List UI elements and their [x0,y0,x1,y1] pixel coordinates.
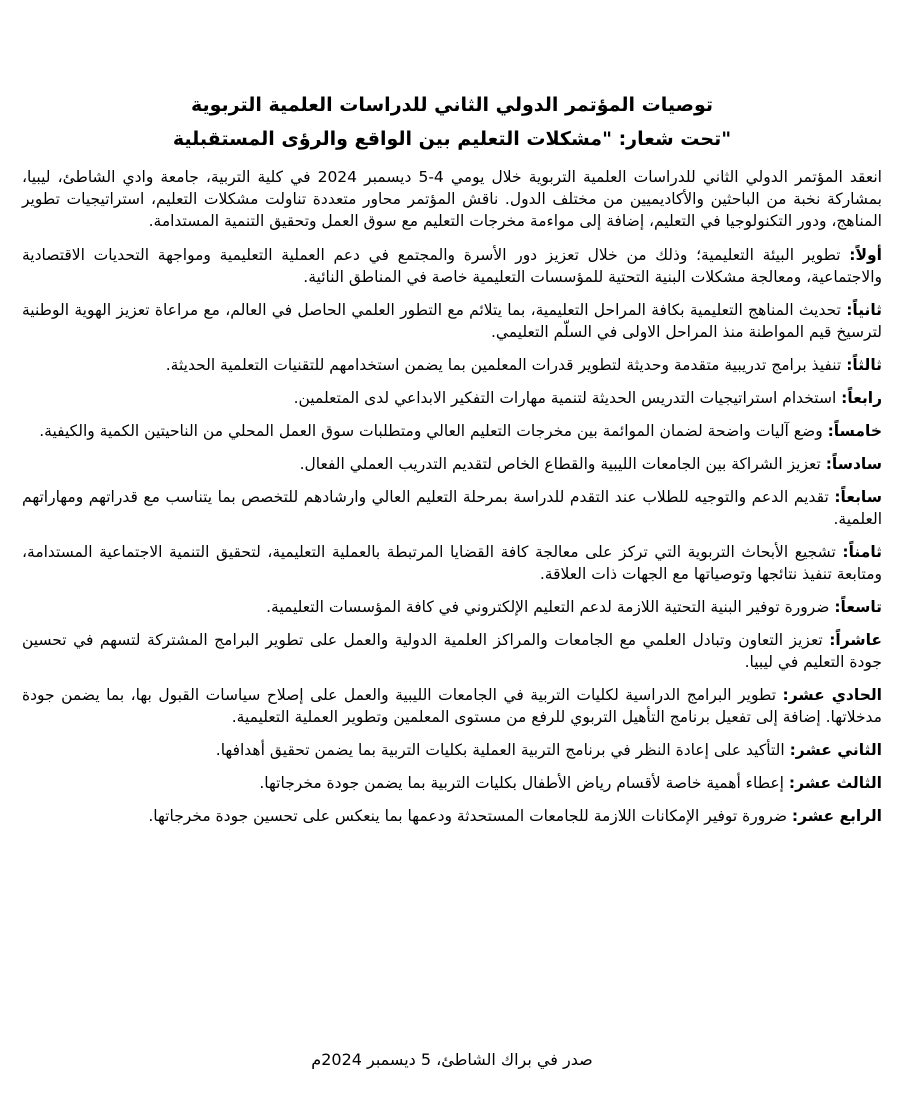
recommendation-9 [22,596,882,618]
recommendation-label: خامساً: [827,422,882,440]
recommendation-text: تشجيع الأبحاث التربوية التي تركز على معالجة كافة القضايا المرتبطة بالعملية التعليمية، لتحقيق التنمية الاجتماعية المستدامة، ومتابعة تنفيذ نتائجها وتوصياتها مع الجهات ذات العلاقة. [22,543,882,583]
recommendation-text: استخدام استراتيجيات التدريس الحديثة لتنمية مهارات التفكير الابداعي لدى المتعلمين. [293,389,842,407]
recommendation-label: الحادي عشر: [782,686,882,704]
recommendation-10 [22,629,882,673]
recommendation-label: ثامناً: [842,543,882,561]
recommendation-3 [22,354,882,376]
recommendation-13 [22,772,882,794]
intro-paragraph: انعقد المؤتمر الدولي الثاني للدراسات العلمية التربوية خلال يومي 4-5 ديسمبر 2024 في كلية التربية، جامعة وادي الشاطئ، ليبيا، بمشاركة نخبة من الباحثين والأكاديميين من مختلف الدول. ناقش المؤتمر محاور متعددة تناولت مشكلات التعليم، استراتيجيات تطوير المناهج، ودور التكنولوجيا في التعليم، إضافة إلى مواءمة مخرجات التعليم مع سوق العمل وتحقيق التنمية المستدامة. [22,168,882,230]
recommendation-text: ضرورة توفير الإمكانات اللازمة للجامعات المستحدثة ودعمها بما ينعكس على تحسين جودة مخرجاتها. [148,807,792,825]
recommendation-label: أولاً: [849,246,882,264]
recommendation-text: تطوير البيئة التعليمية؛ وذلك من خلال تعزيز دور الأسرة والمجتمع في دعم العملية التعليمية ومواجهة التحديات الاقتصادية والاجتماعية، ومعالجة مشكلات البنية التحتية للمؤسسات التعليمية خاصة في المناطق النائية. [22,246,882,286]
recommendation-label: سادساً: [825,455,882,473]
recommendation-text: تطوير البرامج الدراسية لكليات التربية في الجامعات الليبية والعمل على إصلاح سياسات القبول بها، بما يضمن جودة مدخلاتها. إضافة إلى تفعيل برنامج التأهيل التربوي للرفع من مستوى المعلمين وتطوير العملية التعليمية. [22,686,882,726]
recommendation-1 [22,244,882,288]
recommendation-text: تعزيز الشراكة بين الجامعات الليبية والقطاع الخاص لتقديم التدريب العملي الفعال. [299,455,826,473]
recommendation-4 [22,387,882,409]
document-title: توصيات المؤتمر الدولي الثاني للدراسات العلمية التربوية [190,94,714,116]
recommendation-label: الثاني عشر: [789,741,882,759]
recommendation-text: ضرورة توفير البنية التحتية اللازمة لدعم التعليم الإلكتروني في كافة المؤسسات التعليمية. [266,598,835,616]
recommendation-text: وضع آليات واضحة لضمان الموائمة بين مخرجات التعليم العالي ومتطلبات سوق العمل المحلي من الناحيتين الكمية والكيفية. [39,422,828,440]
recommendation-text: التأكيد على إعادة النظر في برنامج التربية العملية بكليات التربية بما يضمن تحقيق أهدافها. [215,741,790,759]
recommendation-14 [22,805,882,827]
recommendation-2 [22,299,882,343]
recommendation-label: تاسعاً: [834,598,882,616]
recommendation-label: الرابع عشر: [791,807,882,825]
recommendation-5 [22,420,882,442]
recommendation-7 [22,486,882,530]
issue-place-date: صدر في براك الشاطئ، 5 ديسمبر 2024م [311,1050,593,1069]
document-subtitle: "تحت شعار: "مشكلات التعليم بين الواقع والرؤى المستقبلية [172,128,732,150]
recommendation-text: إعطاء أهمية خاصة لأقسام رياض الأطفال بكليات التربية بما يضمن جودة مخرجاتها. [259,774,789,792]
recommendation-text: تنفيذ برامج تدريبية متقدمة وحديثة لتطوير قدرات المعلمين بما يضمن استخدامهم للتقنيات التعلمية الحديثة. [165,356,847,374]
recommendation-11 [22,684,882,728]
recommendation-6 [22,453,882,475]
recommendation-label: رابعاً: [841,389,882,407]
recommendation-label: ثالثاً: [846,356,882,374]
recommendation-12 [22,739,882,761]
recommendation-label: عاشراً: [829,631,882,649]
recommendation-text: تحديث المناهج التعليمية بكافة المراحل التعليمية، بما يتلائم مع التطور العلمي الحاصل في العالم، مع مراعاة تعزيز الهوية الوطنية لترسيخ قيم المواطنة منذ المراحل الاولى في السلّم التعليمي. [22,301,882,341]
recommendation-label: ثانياً: [846,301,882,319]
recommendation-text: تقديم الدعم والتوجيه للطلاب عند التقدم للدراسة بمرحلة التعليم العالي وارشادهم للتخصص بما يتناسب مع قدراتهم ومهاراتهم العلمية. [22,488,882,528]
recommendation-label: سابعاً: [834,488,882,506]
recommendation-8 [22,541,882,585]
recommendation-label: الثالث عشر: [788,774,882,792]
recommendation-text: تعزيز التعاون وتبادل العلمي مع الجامعات والمراكز العلمية الدولية والعمل على تطوير البرامج المشتركة لتسهم في تحسين جودة التعليم في ليبيا. [22,631,882,671]
